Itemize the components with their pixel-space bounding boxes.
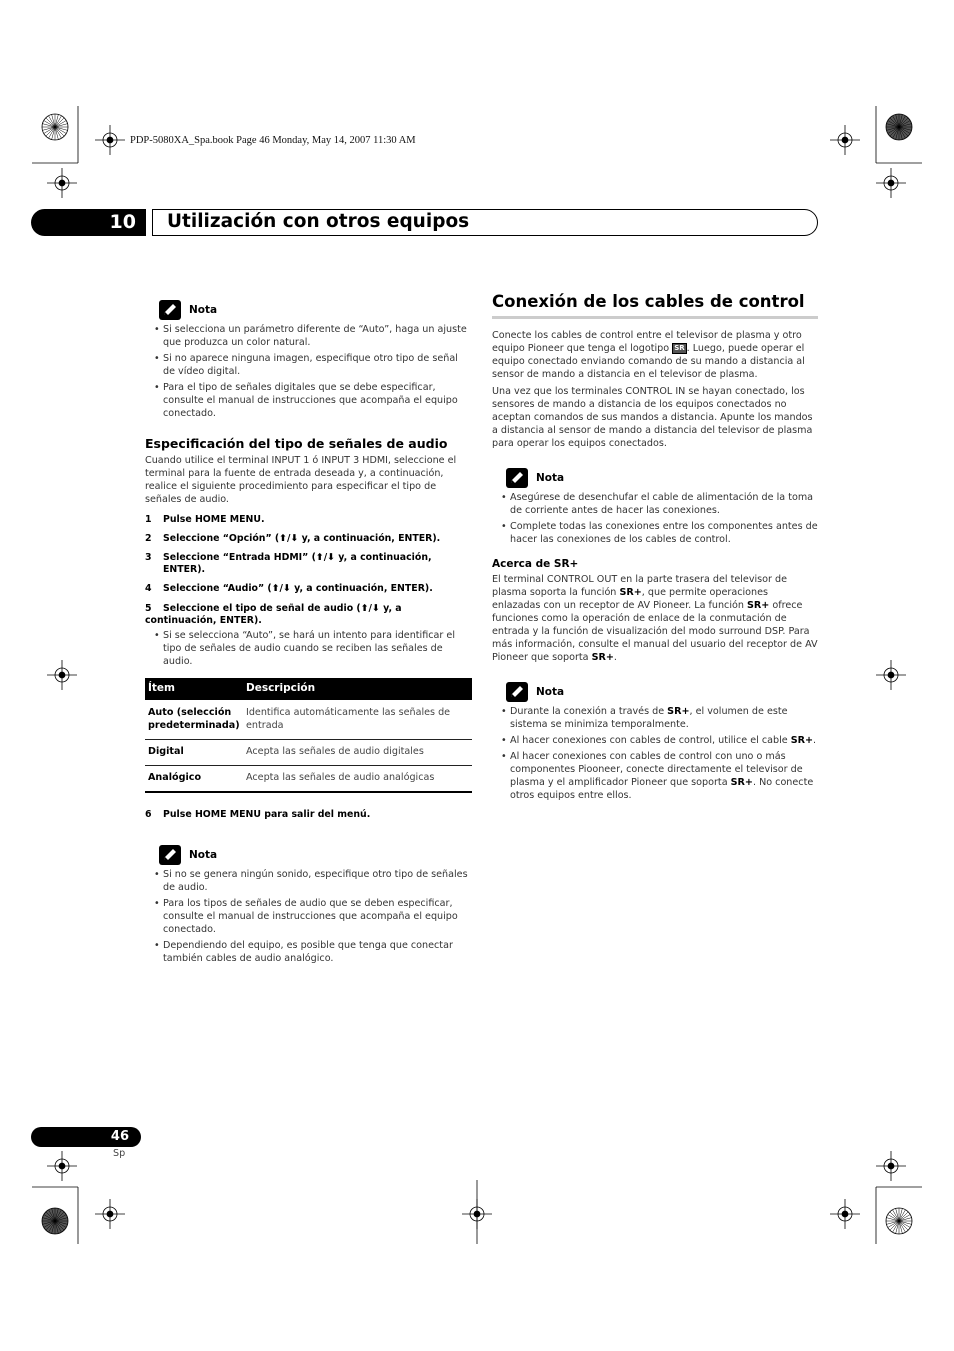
note-header: [159, 845, 472, 865]
note-label: Nota: [536, 686, 565, 698]
note-item: • Si no aparece ninguna imagen, especifique otro tipo de señal de vídeo digital.: [163, 352, 472, 378]
step5-bullet: • Si se selecciona “Auto”, se hará un intento para identificar el tipo de señales de audio cuando se reciben las señales de audio.: [163, 629, 472, 668]
note-item: • Durante la conexión a través de SR+, el volumen de este sistema se minimiza temporalmente.: [510, 705, 818, 731]
note-item: • Al hacer conexiones con cables de control, utilice el cable SR+.: [510, 734, 818, 747]
note-header: [159, 300, 472, 320]
table-header-item: Ítem: [145, 678, 243, 701]
note-list: [492, 491, 818, 546]
note-item: • Si selecciona un parámetro diferente de “Auto”, haga un ajuste que produzca un color natural.: [163, 323, 472, 349]
control-cable-paragraph-1: Conecte los cables de control entre el televisor de plasma y otro equipo Pioneer que tenga el logotipo SR . Luego, puede operar el equipo conectado enviando comando de su mando a distancia al sensor de mando a distancia en el televisor de plasma.: [492, 330, 805, 380]
table-cell-description: Acepta las señales de audio analógicas: [243, 766, 472, 793]
steps-list: [145, 514, 472, 627]
note-item: • Al hacer conexiones con cables de control con uno o más componentes Piooneer, conecte directamente el televisor de plasma y el amplificador Pioneer que soporta SR+. No conecte otros equipos entre ellos.: [510, 750, 818, 802]
step-2: 2 Seleccione “Opción” (⬆/⬇ y, a continuación, ENTER).: [145, 533, 441, 544]
table-cell-description: Acepta las señales de audio digitales: [243, 740, 472, 766]
note-label: Nota: [189, 849, 218, 861]
note-item: • Para los tipos de señales de audio que se deben especificar, consulte el manual de instrucciones que acompaña el equipo conectado.: [163, 897, 472, 936]
table-cell-item: Digital: [145, 740, 243, 766]
audio-section-heading: Especificación del tipo de señales de audio: [145, 436, 448, 451]
table-row: [145, 740, 472, 766]
table-cell-item: Auto (selección predeterminada): [145, 701, 243, 740]
page-language: Sp: [113, 1148, 126, 1159]
table-row: [145, 701, 472, 740]
audio-type-table: [145, 678, 472, 793]
left-column: [145, 300, 472, 968]
note-header: [506, 682, 818, 702]
note-item: • Para el tipo de señales digitales que se debe especificar, consulte el manual de instrucciones que acompaña el equipo conectado.: [163, 381, 472, 420]
table-header-row: [145, 678, 472, 701]
note-label: Nota: [536, 472, 565, 484]
sr-plus-paragraph: El terminal CONTROL OUT en la parte trasera del televisor de plasma soporta la función SR+, que permite operaciones enlazadas con un receptor de AV Pioneer. La función SR+ ofrece funciones como la operación de enlace de la conmutación de entrada y la función de visualización del modo surround DSP. Para más información, consulte el manual del usuario del receptor de AV Pioneer que soporta SR+.: [492, 574, 818, 663]
note-item: • Dependiendo del equipo, es posible que tenga que conectar también cables de audio analógico.: [163, 939, 472, 965]
step-1: 1 Pulse HOME MENU.: [145, 514, 265, 525]
audio-intro-paragraph: Cuando utilice el terminal INPUT 1 ó INPUT 3 HDMI, seleccione el terminal para la fuente de entrada deseada y, a continuación, realice el siguiente procedimiento para especificar el tipo de señales de audio.: [145, 455, 457, 505]
note-list: [145, 323, 472, 420]
print-info-line: PDP-5080XA_Spa.book Page 46 Monday, May 14, 2007 11:30 AM: [130, 135, 416, 146]
step-6: 6 Pulse HOME MENU para salir del menú.: [145, 809, 371, 820]
table-cell-item: Analógico: [145, 766, 243, 793]
chapter-title: Utilización con otros equipos: [167, 211, 470, 232]
step-4: 4 Seleccione “Audio” (⬆/⬇ y, a continuación, ENTER).: [145, 583, 433, 594]
right-column: [492, 292, 818, 805]
step-3: 3 Seleccione “Entrada HDMI” (⬆/⬇ y, a continuación, ENTER).: [145, 552, 432, 575]
note-label: Nota: [189, 304, 218, 316]
control-cable-paragraph-2: Una vez que los terminales CONTROL IN se hayan conectado, los sensores de mando a distancia de los equipos conectados no aceptan comandos de sus mandos a distancia. Apunte los mandos a distancia al sensor de mando a distancia del televisor de plasma para operar los equipos conectados.: [492, 386, 813, 449]
pencil-note-icon: [159, 845, 181, 865]
note-header: [506, 468, 818, 488]
table-header-description: Descripción: [243, 678, 472, 701]
note-item: • Asegúrese de desenchufar el cable de alimentación de la toma de corriente antes de hacer las conexiones.: [510, 491, 818, 517]
note-list: [145, 868, 472, 965]
sr-plus-heading: Acerca de SR+: [492, 558, 579, 570]
pencil-note-icon: [159, 300, 181, 320]
table-cell-description: Identifica automáticamente las señales de entrada: [243, 701, 472, 740]
step5-note-list: [145, 629, 472, 668]
page-number: 46: [31, 1127, 141, 1147]
pencil-note-icon: [506, 468, 528, 488]
sr-logo: SR: [674, 343, 685, 352]
section-title: Conexión de los cables de control: [492, 292, 818, 319]
chapter-number: 10: [31, 209, 146, 236]
step-5: 5 Seleccione el tipo de señal de audio (⬆/⬇ y, a continuación, ENTER).: [145, 603, 402, 626]
table-row: [145, 766, 472, 793]
pencil-note-icon: [506, 682, 528, 702]
note-item: • Complete todas las conexiones entre los componentes antes de hacer las conexiones de los cables de control.: [510, 520, 818, 546]
note-item: • Si no se genera ningún sonido, especifique otro tipo de señales de audio.: [163, 868, 472, 894]
note-list: [492, 705, 818, 802]
